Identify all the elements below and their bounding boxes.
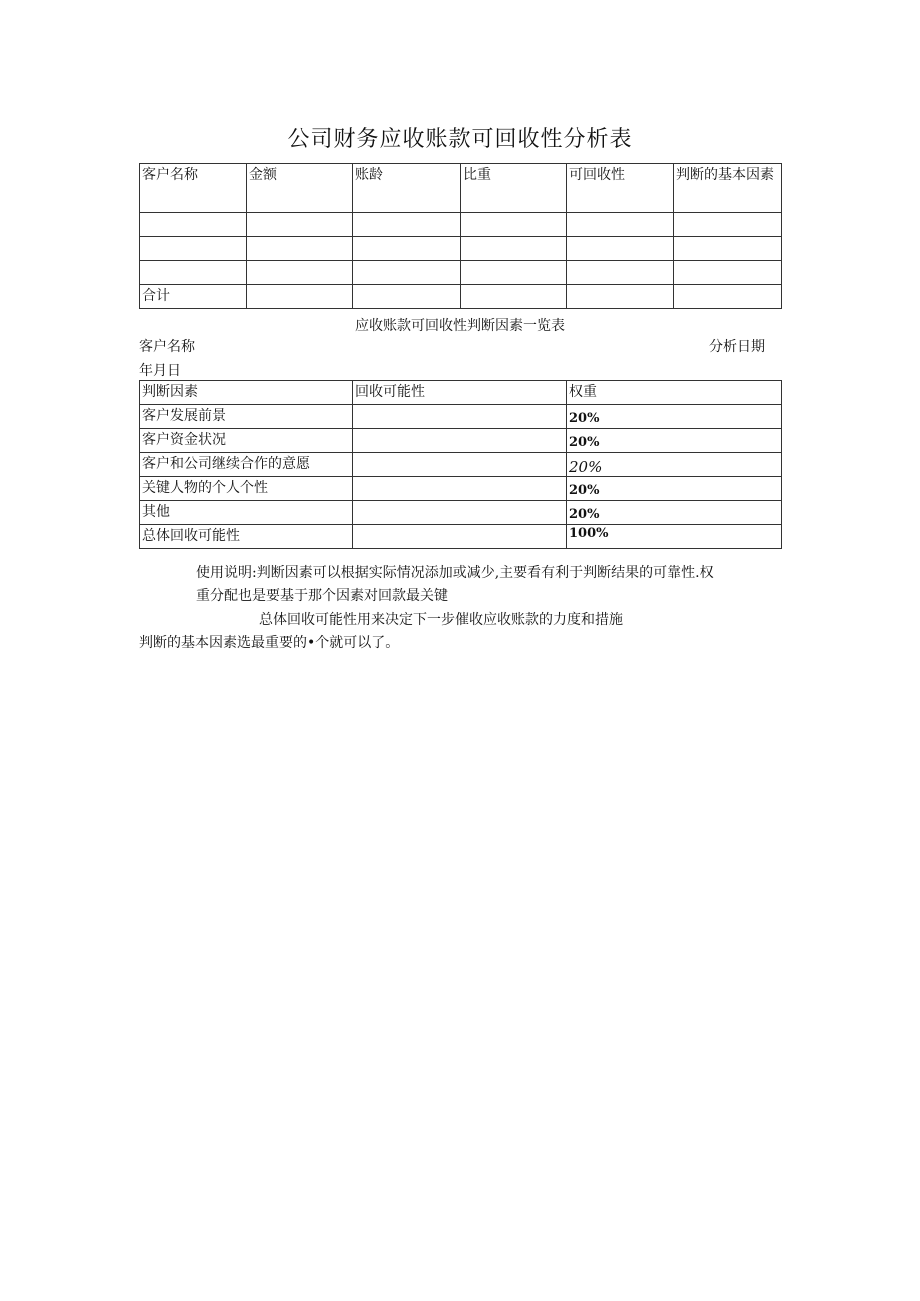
- cell: [461, 213, 567, 237]
- cell: [140, 213, 247, 237]
- usage-note-line2: 重分配也是要基于那个因素对回款最关键: [196, 588, 448, 604]
- receivables-table: [139, 163, 782, 309]
- header-aging: 账龄: [353, 164, 461, 213]
- analysis-date-label: 分析日期: [709, 339, 765, 355]
- cell: [140, 237, 247, 261]
- header-basic-factors: 判断的基本因素: [674, 164, 782, 213]
- table-row: [140, 501, 782, 525]
- table-row: [140, 477, 782, 501]
- table-row: [140, 525, 782, 549]
- weight-cell: 100%: [567, 525, 782, 549]
- factor-cell: 其他: [140, 501, 353, 525]
- usage-note-line1: 使用说明:判断因素可以根据实际情况添加或减少,主要看有利于判断结果的可靠性.权: [196, 565, 714, 581]
- possibility-cell: [353, 453, 567, 477]
- cell: [247, 261, 353, 285]
- cell: [353, 237, 461, 261]
- cell: [353, 285, 461, 309]
- table-row: [140, 405, 782, 429]
- cell: [140, 261, 247, 285]
- cell: [461, 237, 567, 261]
- factors-table: [139, 380, 782, 549]
- header-proportion: 比重: [461, 164, 567, 213]
- table-header-row: [140, 164, 782, 213]
- cell: [674, 285, 782, 309]
- possibility-cell: [353, 477, 567, 501]
- header-possibility: 回收可能性: [353, 381, 567, 405]
- table-row: [140, 261, 782, 285]
- header-customer-name: 客户名称: [140, 164, 247, 213]
- cell: [567, 237, 674, 261]
- cell: [674, 261, 782, 285]
- cell: [567, 285, 674, 309]
- possibility-cell: [353, 429, 567, 453]
- page-title: 公司财务应收账款可回收性分析表: [287, 127, 633, 152]
- cell: [461, 261, 567, 285]
- table-row: [140, 429, 782, 453]
- section-subtitle: 应收账款可回收性判断因素一览表: [355, 318, 565, 334]
- header-weight: 权重: [567, 381, 782, 405]
- factor-cell: 客户发展前景: [140, 405, 353, 429]
- factor-cell: 关键人物的个人个性: [140, 477, 353, 501]
- possibility-cell: [353, 501, 567, 525]
- table-row: [140, 213, 782, 237]
- weight-cell: 20%: [567, 429, 782, 453]
- table-header-row: [140, 381, 782, 405]
- cell: [247, 237, 353, 261]
- header-amount: 金额: [247, 164, 353, 213]
- weight-cell: 20%: [567, 453, 782, 477]
- cell: [461, 285, 567, 309]
- weight-cell: 20%: [567, 477, 782, 501]
- total-label: 合计: [140, 285, 247, 309]
- usage-note-line4: 判断的基本因素选最重要的•个就可以了。: [139, 635, 400, 651]
- factor-cell: 客户资金状况: [140, 429, 353, 453]
- weight-cell: 20%: [567, 501, 782, 525]
- cell: [674, 213, 782, 237]
- customer-name-label: 客户名称: [139, 339, 195, 355]
- cell: [674, 237, 782, 261]
- factor-cell: 总体回收可能性: [140, 525, 353, 549]
- header-factor: 判断因素: [140, 381, 353, 405]
- total-row: [140, 285, 782, 309]
- cell: [567, 213, 674, 237]
- usage-note-line3: 总体回收可能性用来决定下一步催收应收账款的力度和措施: [259, 612, 623, 628]
- factor-cell: 客户和公司继续合作的意愿: [140, 453, 353, 477]
- cell: [247, 285, 353, 309]
- cell: [567, 261, 674, 285]
- table-row: [140, 237, 782, 261]
- date-value: 年月日: [139, 363, 181, 379]
- possibility-cell: [353, 525, 567, 549]
- weight-cell: 20%: [567, 405, 782, 429]
- table-row: [140, 453, 782, 477]
- cell: [353, 213, 461, 237]
- header-recoverability: 可回收性: [567, 164, 674, 213]
- cell: [353, 261, 461, 285]
- possibility-cell: [353, 405, 567, 429]
- cell: [247, 213, 353, 237]
